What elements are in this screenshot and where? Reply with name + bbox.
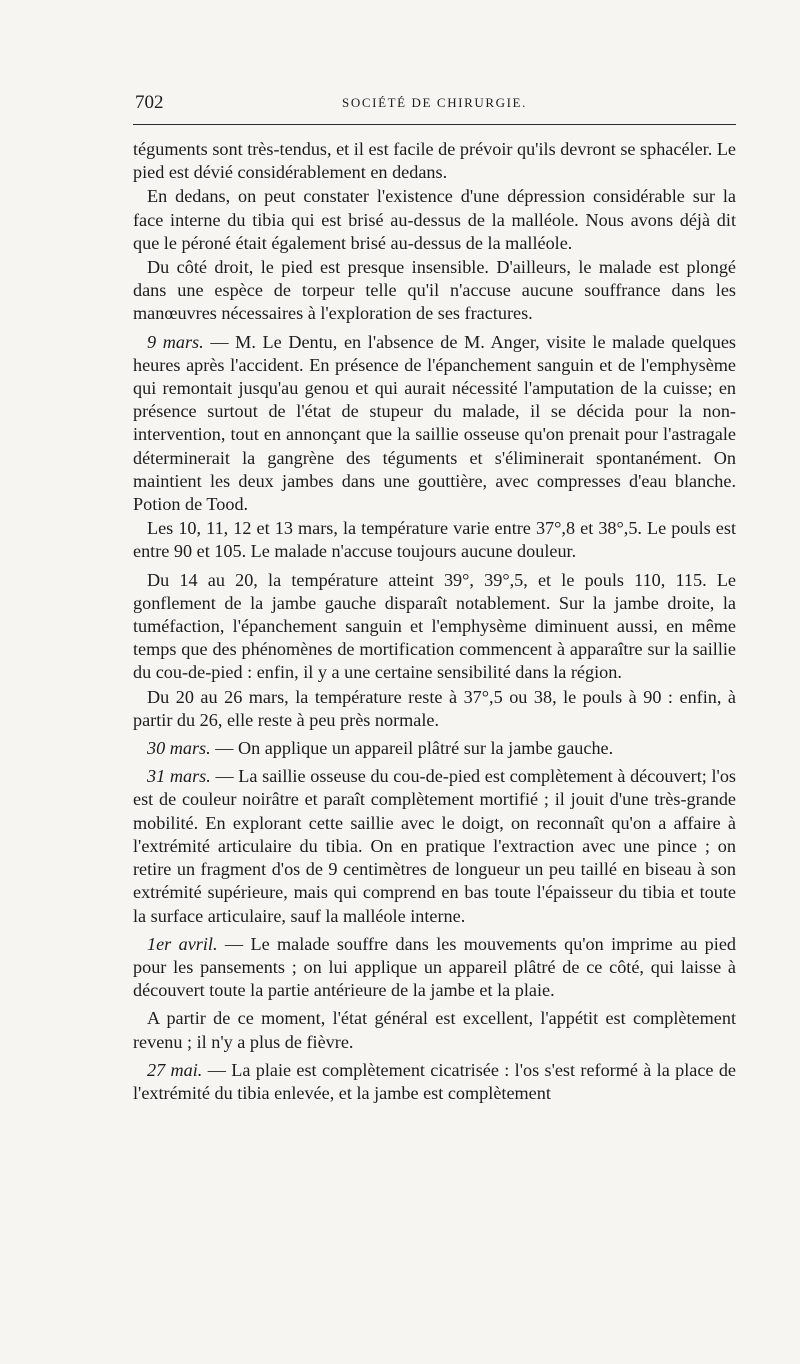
paragraph: téguments sont très-tendus, et il est facile de prévoir qu'ils devront se sphacéler. Le pied est dévié considérablement en dedans. xyxy=(133,139,736,183)
paragraph: Du 20 au 26 mars, la température reste à 37°,5 ou 38, le pouls à 90 : enfin, à partir du 26, elle reste à peu près normale. xyxy=(133,686,736,730)
paragraph: 1er avril. — Le malade souffre dans les mouvements qu'on imprime au pied pour les pansements ; on lui applique un appareil plâtré de ce côté, qui laisse à découvert toute la partie antérieure de la jambe et la plaie. xyxy=(133,933,736,1001)
paragraph: 31 mars. — La saillie osseuse du cou-de-pied est complètement à découvert; l'os est de couleur noirâtre et paraît complètement mortifié ; il jouit d'une très-grande mobilité. En explorant cette saillie avec le doigt, on reconnaît qu'on a affaire à l'extrémité articulaire du tibia. On en pratique l'extraction avec une pince ; on retire un fragment d'os de 9 centimètres de longueur un peu taillé en biseau à son extrémité supérieure, mais qui comprend en bas toute l'épaisseur du tibia et toute la surface articulaire, sauf la malléole interne. xyxy=(133,766,736,926)
date-label: 9 mars. xyxy=(147,331,204,352)
page-header xyxy=(133,88,736,118)
body-text xyxy=(133,138,736,1106)
paragraph: Du 14 au 20, la température atteint 39°, 39°,5, et le pouls 110, 115. Le gonflement de la jambe gauche disparaît notablement. Sur la jambe droite, la tuméfaction, l'épanchement sanguin et l'emphysème diminuent aussi, en même temps que des phénomènes de mortification commencent à apparaître sur la saillie du cou-de-pied : enfin, il y a une certaine sensibilité dans la région. xyxy=(133,569,736,683)
paragraph: En dedans, on peut constater l'existence d'une dépression considérable sur la face interne du tibia qui est brisé au-dessus de la malléole. Nous avons déjà dit que le péroné était également brisé au-dessus de la malléole. xyxy=(133,186,736,253)
paragraph: 27 mai. — La plaie est complètement cicatrisée : l'os s'est reformé à la place de l'extrémité du tibia enlevée, et la jambe est complètement xyxy=(133,1059,737,1103)
date-label: 1er avril. xyxy=(147,933,218,954)
date-label: 31 mars. xyxy=(147,766,211,787)
paragraph: Les 10, 11, 12 et 13 mars, la température varie entre 37°,8 et 38°,5. Le pouls est entre 90 et 105. Le malade n'accuse toujours aucune douleur. xyxy=(133,518,736,562)
date-label: 27 mai. xyxy=(147,1059,203,1080)
paragraph: 9 mars. — M. Le Dentu, en l'absence de M. Anger, visite le malade quelques heures après l'accident. En présence de l'épanchement sanguin et de l'emphysème qui remontait jusqu'au genou et qui aurait nécessité l'amputation de la cuisse; en présence surtout de l'état de stupeur du malade, il se décida pour la non-intervention, tout en annonçant que la saillie osseuse qu'on prenait pour l'astragale déterminerait la gangrène des téguments et s'éliminerait spontanément. On maintient les deux jambes dans une gouttière, avec compresses d'eau blanche. Potion de Tood. xyxy=(133,331,736,515)
paragraph: Du côté droit, le pied est presque insensible. D'ailleurs, le malade est plongé dans une espèce de torpeur telle qu'il n'accuse aucune souffrance dans les manœuvres nécessaires à l'exploration de ses fractures. xyxy=(133,257,736,324)
running-head: SOCIÉTÉ DE CHIRURGIE. xyxy=(342,95,527,110)
date-label: 30 mars. xyxy=(147,738,211,759)
paragraph: A partir de ce moment, l'état général est excellent, l'appétit est complètement revenu ; il n'y a plus de fièvre. xyxy=(133,1008,736,1052)
paragraph: 30 mars. — On applique un appareil plâtré sur la jambe gauche. xyxy=(147,738,614,759)
page-number: 702 xyxy=(135,92,164,113)
header-rule xyxy=(133,124,736,125)
